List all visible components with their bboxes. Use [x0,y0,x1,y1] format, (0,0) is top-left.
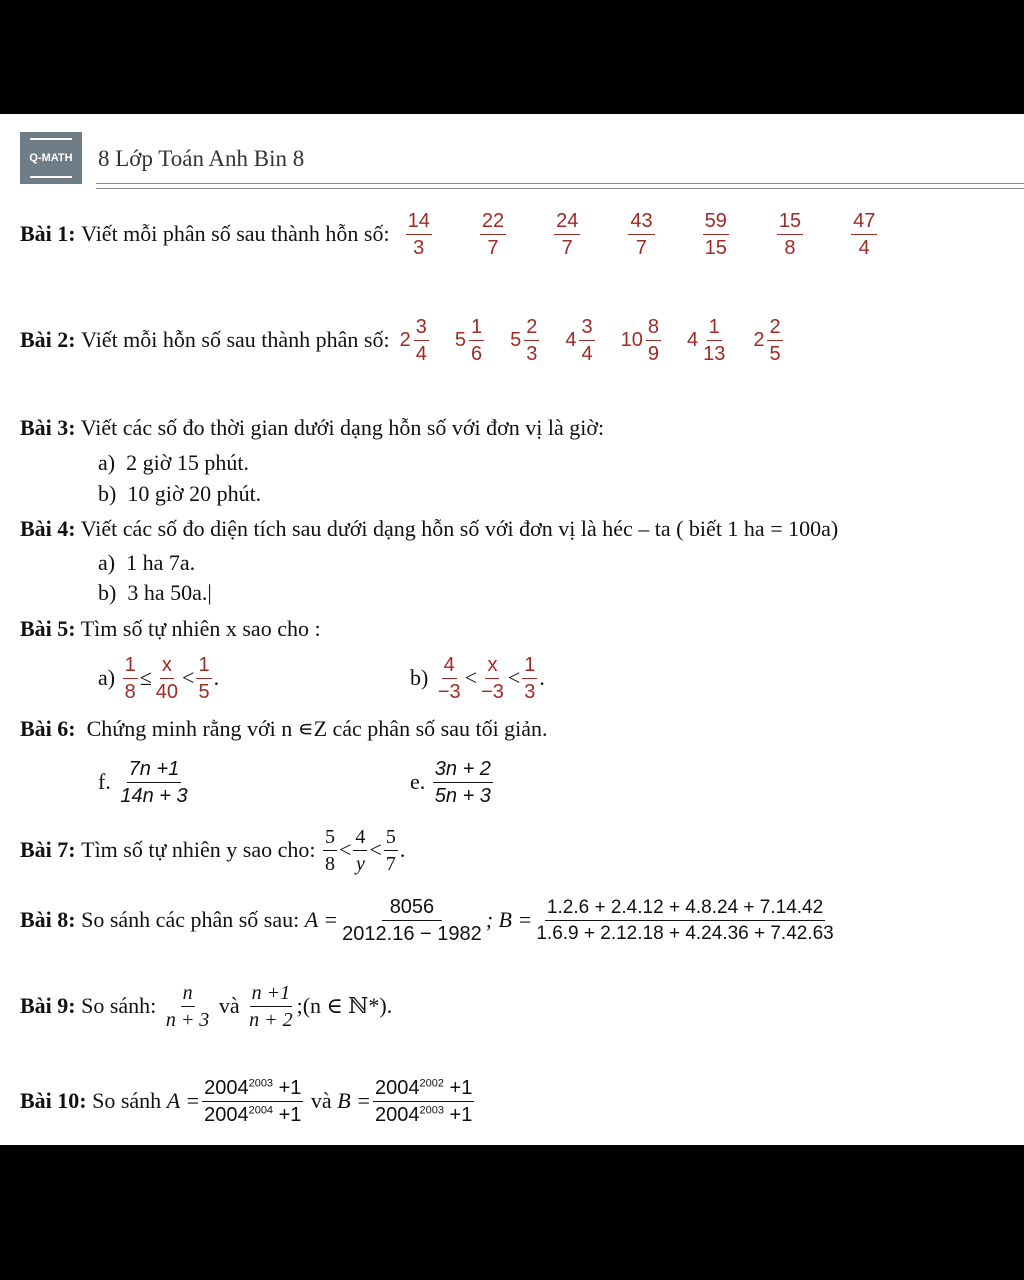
bai2 [20,310,785,370]
bai1-fraction: $\frac{43}{7}$ [630,209,653,259]
bai4 [20,516,838,542]
header-divider [96,183,1024,189]
bai6 [20,716,548,742]
bai2-mixed-number: 4 $\frac{3}{4}$ [565,315,593,365]
bai9-va: và [218,993,240,1018]
bai6-f: f. $\frac{7n +1}{14n + 3}$ [98,757,188,807]
bai6-text: Chứng minh rằng với n ∊Z các phân số sau tối giản. [86,716,548,741]
bai5a-frac-1: $\frac{1}{8}$ [124,653,136,703]
bai5-a: a) $\frac{1}{8}$ ≤ $\frac{x}{40}$ < $\frac{1}{5}$ . [98,653,220,703]
bai7-frac-1: $\frac{5}{8}$ [324,825,335,875]
bai8 [20,888,838,952]
bai3 [20,415,604,441]
bai1-label: Bài 1: [20,221,76,246]
bai1-text: Viết mỗi phân số sau thành hỗn số: [81,221,390,246]
bai7-label: Bài 7: [20,837,76,862]
bai5a-frac-3: $\frac{1}{5}$ [198,653,210,703]
bai9-condition: ;(n ∈ ℕ*). [296,993,393,1018]
bai2-mixed-number: 2 $\frac{3}{4}$ [399,315,427,365]
bai5-text: Tìm số tự nhiên x sao cho : [80,616,321,641]
bai4-item-a: a) 1 ha 7a. [98,550,196,575]
bai1-fractions [404,211,880,258]
bai1-fraction: $\frac{59}{15}$ [704,209,727,259]
bai5a-frac-2: $\frac{x}{40}$ [155,653,179,703]
bai10-va: và [310,1088,332,1113]
bai1-fraction: $\frac{14}{3}$ [407,209,430,259]
bai8-label: Bài 8: [20,907,76,932]
header-title: 8 Lớp Toán Anh Bin 8 [98,146,305,171]
bai7: Bài 7: Tìm số tự nhiên y sao cho: $\frac{5}{8}$ < $\frac{4}{y}$ < $\frac{5}{7}$ . [20,825,406,875]
bai3-item-b: b) 10 giờ 20 phút. [98,481,262,506]
bai1-fraction: $\frac{24}{7}$ [556,209,579,259]
bai5b-frac-2: $\frac{x}{-3}$ [481,653,504,703]
bai7-frac-2: $\frac{4}{y}$ [355,825,366,875]
bai9-label: Bài 9: [20,993,76,1018]
bai10-label: Bài 10: [20,1088,87,1113]
bai2-text: Viết mỗi hỗn số sau thành phân số: [81,327,390,352]
bai2-mixed-numbers [400,317,785,364]
bai8-a-lhs: A = [304,907,339,932]
bai5-b: b) $\frac{4}{-3}$ < $\frac{x}{-3}$ < $\frac{1}{3}$ . [410,653,545,703]
bai1-fraction: $\frac{47}{4}$ [853,209,876,259]
bai4-text: Viết các số đo diện tích sau dưới dạng hỗn số với đơn vị là héc – ta ( biết 1 ha = 100a) [80,516,839,541]
document-page [0,114,1024,1145]
bai8-separator: ; B = [485,907,533,932]
bai4-label: Bài 4: [20,516,76,541]
bai1-fraction: $\frac{15}{8}$ [778,209,802,259]
bai3-label: Bài 3: [20,415,76,440]
bai2-mixed-number: 10 $\frac{8}{9}$ [620,315,659,365]
bai5b-frac-1: $\frac{4}{-3}$ [437,653,461,703]
bai8-frac-b: $\frac{1.2.6 + 2.4.12 + 4.8.24 + 7.14.42}{1.6.9 + 2.12.18 + 4.24.36 + 7.42.63}$ [536,896,834,944]
bai5 [20,616,321,642]
bai3-item-a: a) 2 giờ 15 phút. [98,450,249,475]
bai2-label: Bài 2: [20,327,76,352]
bai6e-fraction: $\frac{3n + 2}{5n + 3}$ [434,757,491,807]
bai4-item-b: b) 3 ha 50a.| [98,580,212,605]
bai2-mixed-number: 5 $\frac{1}{6}$ [454,315,483,365]
bai10-b-lhs: B = [337,1088,371,1113]
bai7-text: Tìm số tự nhiên y sao cho: [81,837,316,862]
bai1 [20,204,879,264]
bai8-text: So sánh các phân số sau: [81,907,300,932]
bai10-frac-b: $\frac{2004^{2002} +1}{2004^{2003} +1}$ [374,1076,473,1126]
bai9-text: So sánh: [81,993,157,1018]
bai6-e: e. $\frac{3n + 2}{5n + 3}$ [410,757,491,807]
bai6f-fraction: $\frac{7n +1}{14n + 3}$ [120,757,188,807]
bai10 [20,1066,476,1136]
qmath-logo: Q-MATH [20,132,82,184]
bai2-mixed-number: 2 $\frac{2}{5}$ [753,315,781,365]
bai7-frac-3: $\frac{5}{7}$ [385,825,396,875]
bai10-frac-a: $\frac{2004^{2003} +1}{2004^{2004} +1}$ [204,1076,302,1126]
bai8-frac-a: $\frac{8056}{2012.16 - 1982}$ [342,895,482,945]
bai2-mixed-number: 5 $\frac{2}{3}$ [510,315,538,365]
bai9 [20,974,392,1038]
bai9-frac-1: $\frac{n}{n + 3}$ [165,981,210,1031]
bai10-a-lhs: A = [166,1088,201,1113]
bai3-text: Viết các số đo thời gian dưới dạng hỗn số với đơn vị là giờ: [80,415,605,440]
bai1-fraction: $\frac{22}{7}$ [481,209,505,259]
bai5-label: Bài 5: [20,616,76,641]
bai2-mixed-number: 4 $\frac{1}{13}$ [686,315,726,365]
bai10-text: So sánh [92,1088,162,1113]
bai5b-frac-3: $\frac{1}{3}$ [524,653,536,703]
bai9-frac-2: $\frac{n +1}{n + 2}$ [249,981,293,1031]
bai6-label: Bài 6: [20,716,76,741]
